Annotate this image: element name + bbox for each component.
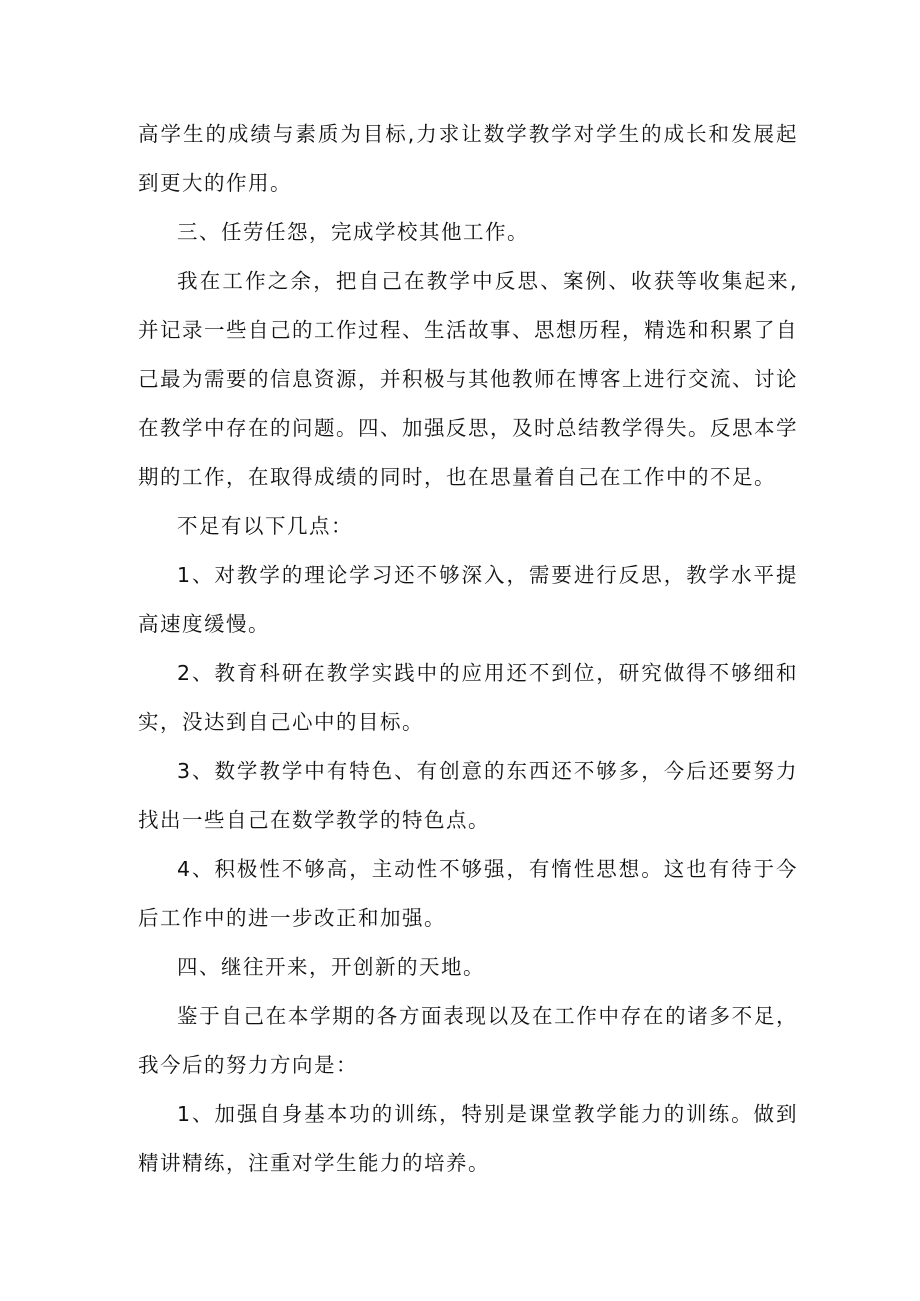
shortcomings-intro: 不足有以下几点： [177,514,353,538]
document-body [138,110,798,1188]
direction-intro: 鉴于自己在本学期的各方面表现以及在工作中存在的诸多不足，我今后的努力方向是： [138,1004,798,1077]
paragraph-continuation: 高学生的成绩与素质为目标,力求让数学教学对学生的成长和发展起到更大的作用。 [138,122,798,195]
shortcoming-item-1: 1、对教学的理论学习还不够深入，需要进行反思，教学水平提高速度缓慢。 [138,563,798,636]
shortcoming-item-2: 2、教育科研在教学实践中的应用还不到位，研究做得不够细和实，没达到自己心中的目标。 [138,661,798,734]
section-heading-three: 三、任劳任怨，完成学校其他工作。 [177,220,529,244]
paragraph-reflection: 我在工作之余，把自己在教学中反思、案例、收获等收集起来,并记录一些自己的工作过程、生活故事、思想历程，精选和积累了自己最为需要的信息资源，并积极与其他教师在博客上进行交流、讨论在教学中存在的问题。四、加强反思，及时总结教学得失。反思本学期的工作，在取得成绩的同时，也在思量着自己在工作中的不足。 [138,269,798,489]
section-heading-four: 四、继往开来，开创新的天地。 [177,955,485,979]
shortcoming-item-3: 3、数学教学中有特色、有创意的东西还不够多，今后还要努力找出一些自己在数学教学的特色点。 [138,759,798,832]
shortcoming-item-4: 4、积极性不够高，主动性不够强，有惰性思想。这也有待于今后工作中的进一步改正和加强。 [138,857,798,930]
direction-item-1: 1、加强自身基本功的训练，特别是课堂教学能力的训练。做到精讲精练，注重对学生能力的培养。 [138,1102,798,1175]
